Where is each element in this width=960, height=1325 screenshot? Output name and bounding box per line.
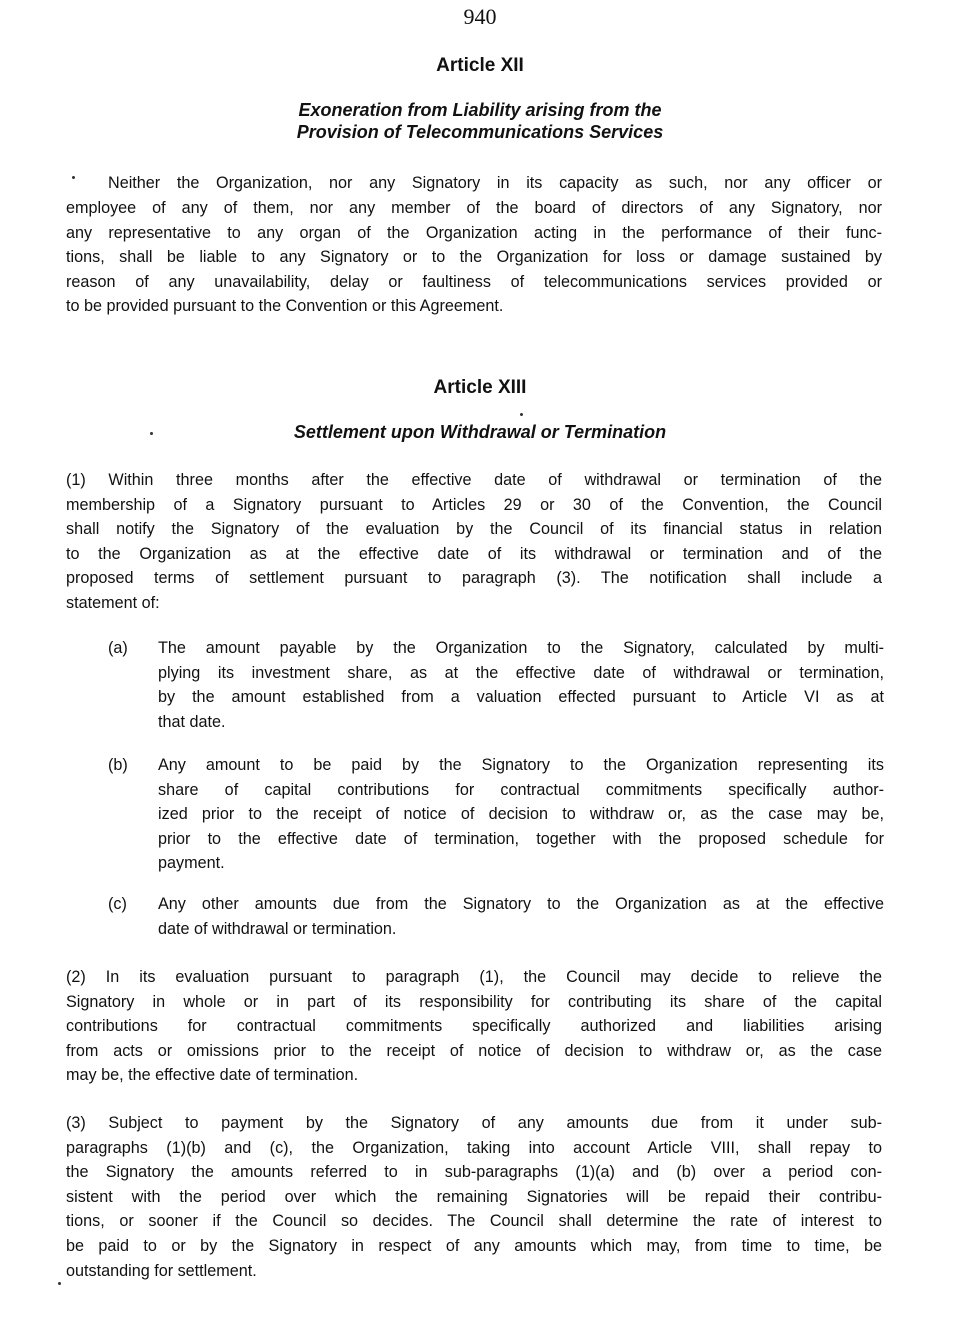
list-item-line: prior to the effective date of termination, together with the proposed schedule for xyxy=(158,829,884,848)
list-item-line: ized prior to the receipt of notice of decision to withdraw or, as the case may be, xyxy=(158,805,884,824)
scan-speck xyxy=(72,176,75,179)
article-xii-heading: Article XII xyxy=(436,55,524,76)
paragraph-line: contributions for contractual commitments specifically authorized and liabilities arising xyxy=(66,1017,882,1036)
article-xii-paragraph xyxy=(66,196,882,319)
list-item-body xyxy=(158,892,884,941)
paragraph-line: membership of a Signatory pursuant to Articles 29 or 30 of the Convention, the Council xyxy=(66,495,882,514)
scan-speck xyxy=(150,432,153,435)
paragraph-line: (1) Within three months after the effective date of withdrawal or termination of the xyxy=(66,471,882,489)
paragraph-line: shall notify the Signatory of the evaluation by the Council of its financial status in relation xyxy=(66,520,882,539)
paragraph-line: outstanding for settlement. xyxy=(66,1261,257,1280)
paragraph-line: from acts or omissions prior to the receipt of notice of decision to withdraw or, as the case xyxy=(66,1041,882,1060)
list-item-line: Any amount to be paid by the Signatory to the Organization representing its xyxy=(158,756,884,774)
paragraph-line: (3) Subject to payment by the Signatory of any amounts due from it under sub- xyxy=(66,1114,882,1132)
article-xiii-subtitle: Settlement upon Withdrawal or Termination xyxy=(293,422,667,442)
article-xiii-paragraph-3 xyxy=(66,1111,882,1283)
paragraph-line: (2) In its evaluation pursuant to paragraph (1), the Council may decide to relieve the xyxy=(66,968,882,986)
scan-speck xyxy=(520,413,523,416)
list-item-line: payment. xyxy=(158,854,225,873)
article-xiii-paragraph-1 xyxy=(66,468,882,616)
list-item-marker: (b) xyxy=(108,756,128,774)
list-item-line: The amount payable by the Organization to the Signatory, calculated by multi- xyxy=(158,639,884,657)
list-item-marker: (a) xyxy=(108,639,128,657)
list-item-body xyxy=(158,753,884,876)
article-xii-subtitle-line2: Provision of Telecommunications Services xyxy=(296,122,664,142)
page-number: 940 xyxy=(463,4,497,29)
paragraph-line: tions, or sooner if the Council so decides. The Council shall determine the rate of interest to xyxy=(66,1212,882,1231)
paragraph-line: reason of any unavailability, delay or faultiness of telecommunications services provided or xyxy=(66,272,882,291)
list-item-body xyxy=(158,636,884,734)
paragraph-line: employee of any of them, nor any member of the board of directors of any Signatory, nor xyxy=(66,199,882,217)
paragraph-line: to be provided pursuant to the Convention or this Agreement. xyxy=(66,297,504,316)
paragraph-line: sistent with the period over which the remaining Signatories will be repaid their contribu- xyxy=(66,1187,882,1206)
scan-speck xyxy=(58,1282,61,1285)
paragraph-line: may be, the effective date of termination. xyxy=(66,1066,359,1085)
paragraph-line: proposed terms of settlement pursuant to paragraph (3). The notification shall include a xyxy=(66,569,882,588)
list-item-marker: (c) xyxy=(108,895,127,913)
paragraph-line: Signatory in whole or in part of its responsibility for contributing its share of the capital xyxy=(66,992,882,1011)
article-xiii-heading: Article XIII xyxy=(433,377,527,398)
paragraph-line: the Signatory the amounts referred to in sub-paragraphs (1)(a) and (b) over a period con- xyxy=(66,1163,882,1182)
article-xii-subtitle-line1: Exoneration from Liability arising from the xyxy=(298,100,662,120)
paragraph-line: statement of: xyxy=(66,593,160,612)
list-item-line: Any other amounts due from the Signatory to the Organization as at the effective xyxy=(158,895,884,913)
paragraph-line: be paid to or by the Signatory in respect of any amounts which may, from time to time, be xyxy=(66,1236,882,1255)
list-item-line: date of withdrawal or termination. xyxy=(158,919,397,938)
paragraph-line: Neither the Organization, nor any Signatory in its capacity as such, nor any officer or xyxy=(108,174,882,192)
list-item-line: by the amount established from a valuation effected pursuant to Article VI as at xyxy=(158,688,884,707)
list-item-line: that date. xyxy=(158,712,226,731)
article-xii-paragraph-first-line xyxy=(108,171,882,196)
list-item-line: share of capital contributions for contractual commitments specifically author- xyxy=(158,780,884,799)
paragraph-line: tions, shall be liable to any Signatory or to the Organization for loss or damage sustained by xyxy=(66,248,882,267)
paragraph-line: to the Organization as at the effective date of its withdrawal or termination and of the xyxy=(66,544,882,563)
paragraph-line: paragraphs (1)(b) and (c), the Organization, taking into account Article VIII, shall repay to xyxy=(66,1138,882,1157)
article-xiii-paragraph-2 xyxy=(66,965,882,1088)
list-item-line: plying its investment share, as at the effective date of withdrawal or termination, xyxy=(158,663,884,682)
paragraph-line: any representative to any organ of the Organization acting in the performance of their func- xyxy=(66,223,882,242)
